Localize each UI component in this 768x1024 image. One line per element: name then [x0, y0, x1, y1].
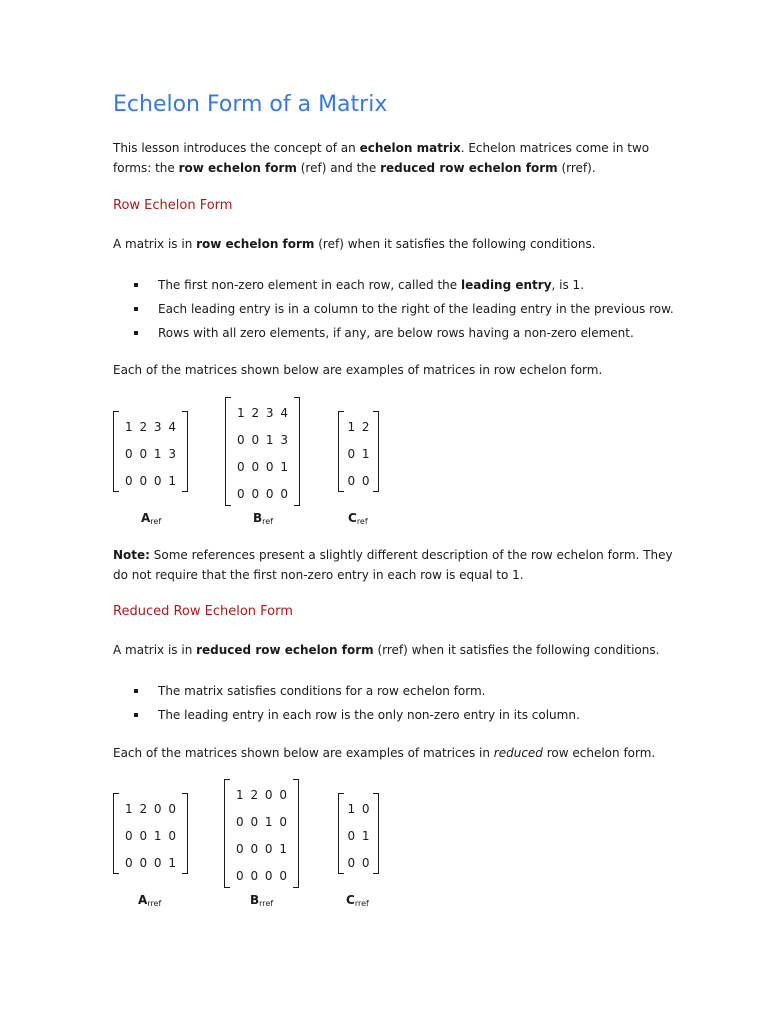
rref-examples-part: Each of the matrices shown below are examples of matrices in [113, 746, 494, 760]
matrix-row: 0 0 0 1 [125, 474, 176, 488]
matrix-row: 0 0 [347, 856, 370, 870]
ref-definition [113, 234, 673, 254]
matrix-row: 1 2 3 4 [237, 406, 288, 420]
intro-text: This lesson introduces the concept of an [113, 141, 360, 155]
label-letter: C [348, 511, 357, 525]
matrix-c-rref [338, 793, 379, 874]
rref-def-term: reduced row echelon form [196, 643, 374, 657]
label-letter: C [346, 893, 355, 907]
label-letter: B [253, 511, 263, 525]
label-letter: A [138, 893, 148, 907]
note-label: Note: [113, 548, 150, 562]
rref-def-text: (rref) when it satisfies the following conditions. [373, 643, 660, 657]
label-subscript: rref [259, 899, 274, 908]
section-heading-rref: Reduced Row Echelon Form [113, 604, 293, 619]
label-letter: A [141, 511, 151, 525]
list-item: Each leading entry is in a column to the right of the leading entry in the previous row. [113, 297, 674, 321]
intro-text: . Echelon matrices come in two forms: the [113, 141, 650, 175]
note-text: Some references present a slightly different description of the row echelon form. They do not require that the first non-zero entry in each row is equal to 1. [113, 548, 673, 582]
matrix-row: 0 0 1 3 [237, 433, 288, 447]
matrix-row: 0 0 1 0 [236, 815, 287, 829]
rref-examples-emphasis: reduced [493, 746, 543, 760]
intro-text: (rref). [557, 161, 596, 175]
matrix-row: 0 0 0 0 [236, 869, 287, 883]
matrix-row: 0 0 0 1 [237, 460, 288, 474]
ref-def-term: row echelon form [196, 237, 315, 251]
matrix-label-c-rref [346, 893, 369, 908]
label-subscript: ref [356, 517, 368, 526]
label-subscript: rref [354, 899, 369, 908]
bullet-text: The first non-zero element in each row, called the [158, 278, 461, 292]
list-item: The matrix satisfies conditions for a row echelon form. [113, 679, 580, 703]
intro-text: (ref) and the [296, 161, 381, 175]
list-item: The leading entry in each row is the only non-zero entry in its column. [113, 703, 580, 727]
label-subscript: rref [147, 899, 162, 908]
page-title: Echelon Form of a Matrix [113, 92, 388, 117]
matrix-label-c-ref [348, 511, 368, 526]
label-letter: B [250, 893, 260, 907]
rref-examples-text [113, 743, 673, 763]
bullet-term: leading entry [461, 278, 552, 292]
matrix-b-rref [224, 779, 299, 888]
bullet-text: , is 1. [551, 278, 585, 292]
label-subscript: ref [150, 517, 162, 526]
note-paragraph [113, 545, 673, 585]
matrix-row: 1 0 [347, 802, 370, 816]
matrix-row: 0 1 [347, 447, 370, 461]
ref-examples-text: Each of the matrices shown below are examples of matrices in row echelon form. [113, 363, 603, 377]
matrix-row: 1 2 0 0 [125, 802, 176, 816]
list-item [113, 273, 674, 297]
matrix-row: 0 1 [347, 829, 370, 843]
matrix-label-b-ref [253, 511, 273, 526]
rref-definition [113, 640, 673, 660]
intro-term-ref: row echelon form [178, 161, 297, 175]
matrix-row: 1 2 0 0 [236, 788, 287, 802]
matrix-row: 1 2 3 4 [125, 420, 176, 434]
intro-term-echelon-matrix: echelon matrix [359, 141, 461, 155]
list-item: Rows with all zero elements, if any, are below rows having a non-zero element. [113, 321, 674, 345]
section-heading-ref: Row Echelon Form [113, 198, 233, 213]
matrix-row: 0 0 [347, 474, 370, 488]
matrix-c-ref [338, 411, 379, 492]
ref-conditions-list [113, 273, 674, 345]
ref-def-text: A matrix is in [113, 237, 197, 251]
intro-paragraph [113, 138, 673, 178]
matrix-label-a-ref [141, 511, 161, 526]
matrix-row: 0 0 0 1 [125, 856, 176, 870]
label-subscript: ref [262, 517, 274, 526]
matrix-b-ref [225, 397, 300, 506]
matrix-row: 0 0 1 0 [125, 829, 176, 843]
matrix-row: 0 0 0 0 [237, 487, 288, 501]
matrix-label-a-rref [138, 893, 161, 908]
matrix-label-b-rref [250, 893, 273, 908]
intro-term-rref: reduced row echelon form [380, 161, 558, 175]
matrix-row: 0 0 0 1 [236, 842, 287, 856]
ref-def-text: (ref) when it satisfies the following conditions. [314, 237, 596, 251]
matrix-row: 0 0 1 3 [125, 447, 176, 461]
rref-def-text: A matrix is in [113, 643, 197, 657]
matrix-a-ref [113, 411, 188, 492]
rref-conditions-list [113, 679, 580, 727]
matrix-row: 1 2 [347, 420, 370, 434]
matrix-a-rref [113, 793, 188, 874]
rref-examples-part: row echelon form. [542, 746, 656, 760]
